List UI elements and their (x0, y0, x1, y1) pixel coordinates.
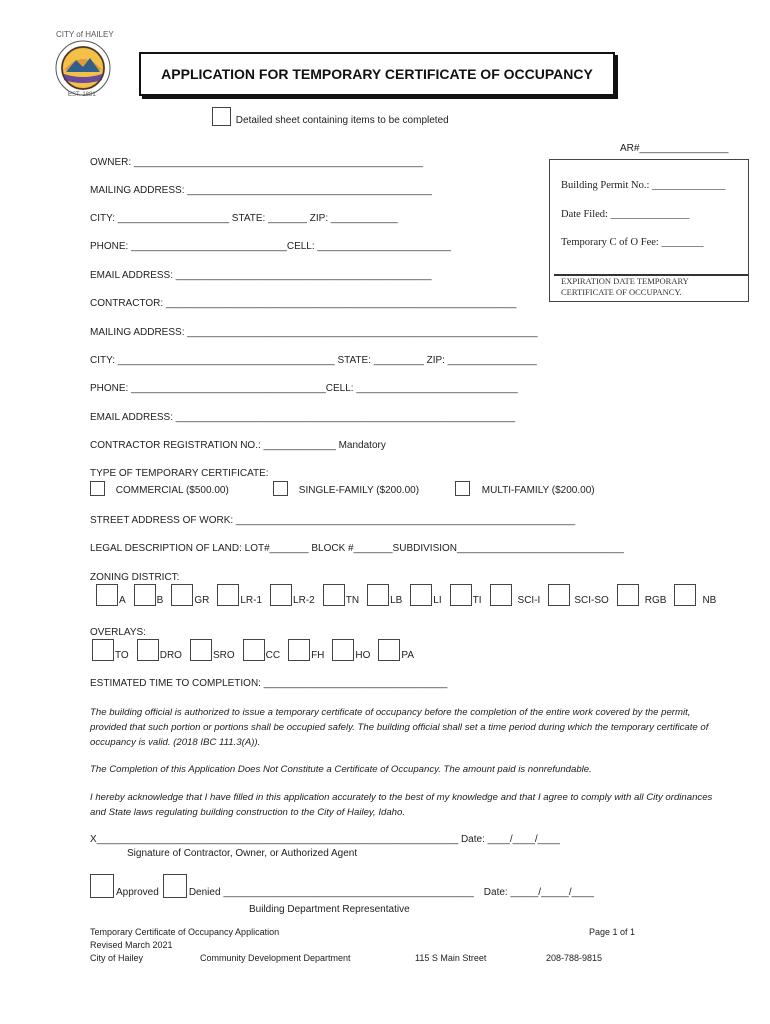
zoning-option-li[interactable] (410, 584, 441, 606)
zoning-lr2-checkbox[interactable] (270, 584, 292, 606)
zoning-ti-checkbox[interactable] (450, 584, 472, 606)
single-family-label: SINGLE-FAMILY ($200.00) (298, 485, 420, 496)
approval-date-field[interactable]: Date: _____/_____/____ (483, 887, 594, 898)
expiration-label-line1: EXPIRATION DATE TEMPORARY (561, 276, 689, 286)
overlay-option-pa[interactable] (378, 639, 414, 661)
ar-number-field[interactable]: AR#________________ (620, 143, 729, 154)
zoning-option-b[interactable] (134, 584, 164, 606)
single-family-checkbox[interactable] (273, 481, 288, 496)
temporary-fee-field[interactable]: Temporary C of O Fee: ________ (561, 237, 704, 248)
zoning-lr1-label: LR-1 (240, 595, 263, 606)
zoning-li-label: LI (433, 595, 442, 606)
overlay-fh-label: FH (311, 650, 325, 661)
multi-family-checkbox[interactable] (455, 481, 470, 496)
zoning-tn-label: TN (345, 595, 360, 606)
building-permit-field[interactable]: Building Permit No.: ______________ (561, 180, 726, 191)
zoning-district-label: ZONING DISTRICT: (90, 572, 180, 583)
zoning-sci-i-checkbox[interactable] (490, 584, 512, 606)
footer-revised: Revised March 2021 (90, 940, 173, 950)
expiration-label-line2: CERTIFICATE OF OCCUPANCY. (561, 287, 682, 297)
approval-signature-line[interactable]: _____________________________________________ (223, 887, 474, 898)
contractor-email-field[interactable]: EMAIL ADDRESS: _____________________________________________________________ (90, 412, 516, 423)
detailed-sheet-row (212, 107, 449, 126)
commercial-checkbox[interactable] (90, 481, 105, 496)
signature-line[interactable]: X_________________________________________________________________ Date: ____/____/____ (90, 834, 560, 845)
contractor-registration-field[interactable]: CONTRACTOR REGISTRATION NO.: _____________ Mandatory (90, 440, 386, 451)
zoning-option-nb[interactable] (674, 584, 716, 606)
zoning-rgb-label: RGB (644, 595, 667, 606)
overlays-label: OVERLAYS: (90, 627, 146, 638)
commercial-label: COMMERCIAL ($500.00) (115, 485, 229, 496)
zoning-gr-label: GR (194, 595, 210, 606)
denied-checkbox[interactable] (163, 874, 187, 898)
city-seal-logo (52, 30, 114, 102)
zoning-a-label: A (119, 595, 126, 606)
zoning-sci-so-checkbox[interactable] (548, 584, 570, 606)
zoning-lr1-checkbox[interactable] (217, 584, 239, 606)
zoning-li-checkbox[interactable] (410, 584, 432, 606)
zoning-nb-label: NB (702, 595, 717, 606)
footer-phone: 208-788-9815 (546, 953, 603, 963)
contractor-phone-cell-field[interactable]: PHONE: ___________________________________CELL: _____________________________ (90, 383, 518, 394)
cert-type-multi-family[interactable] (455, 481, 595, 496)
zoning-gr-checkbox[interactable] (171, 584, 193, 606)
multi-family-label: MULTI-FAMILY ($200.00) (481, 485, 595, 496)
zoning-sci-so-label: SCI-SO (574, 595, 609, 606)
zoning-option-rgb[interactable] (617, 584, 667, 606)
denied-label: Denied (188, 887, 221, 898)
zoning-option-sci-i[interactable] (490, 584, 541, 606)
zoning-a-checkbox[interactable] (96, 584, 118, 606)
zoning-options (96, 584, 716, 606)
zoning-option-ti[interactable] (450, 584, 482, 606)
zoning-rgb-checkbox[interactable] (617, 584, 639, 606)
zoning-option-lb[interactable] (367, 584, 402, 606)
zoning-lb-label: LB (390, 595, 403, 606)
zoning-option-tn[interactable] (323, 584, 359, 606)
approved-checkbox[interactable] (90, 874, 114, 898)
overlay-sro-checkbox[interactable] (190, 639, 212, 661)
approval-row (90, 874, 594, 898)
overlay-option-dro[interactable] (137, 639, 182, 661)
footer-department: Community Development Department (200, 953, 351, 963)
overlay-dro-checkbox[interactable] (137, 639, 159, 661)
overlay-to-label: TO (115, 650, 129, 661)
overlay-pa-checkbox[interactable] (378, 639, 400, 661)
legal-description-field[interactable]: LEGAL DESCRIPTION OF LAND: LOT#_______ BLOCK #_______SUBDIVISION______________________________ (90, 543, 624, 554)
overlay-option-sro[interactable] (190, 639, 235, 661)
zoning-b-checkbox[interactable] (134, 584, 156, 606)
zoning-b-label: B (156, 595, 164, 606)
approved-label: Approved (116, 887, 159, 898)
zoning-lr2-label: LR-2 (293, 595, 315, 606)
cert-type-label: TYPE OF TEMPORARY CERTIFICATE: (90, 468, 269, 479)
overlay-cc-checkbox[interactable] (243, 639, 265, 661)
overlay-option-fh[interactable] (288, 639, 324, 661)
page-title: APPLICATION FOR TEMPORARY CERTIFICATE OF OCCUPANCY (161, 66, 593, 82)
overlay-options (92, 639, 414, 661)
overlay-option-cc[interactable] (243, 639, 280, 661)
footer-address: 115 S Main Street (415, 953, 487, 963)
detailed-sheet-label: Detailed sheet containing items to be completed (235, 115, 449, 126)
contractor-city-state-zip-field[interactable]: CITY: _______________________________________ STATE: _________ ZIP: ________________ (90, 355, 537, 366)
overlay-cc-label: CC (265, 650, 281, 661)
zoning-nb-checkbox[interactable] (674, 584, 696, 606)
zoning-option-lr1[interactable] (217, 584, 262, 606)
overlay-ho-checkbox[interactable] (332, 639, 354, 661)
contractor-mailing-address-field[interactable]: MAILING ADDRESS: _______________________________________________________________ (90, 327, 538, 338)
footer-page-number: Page 1 of 1 (589, 927, 636, 937)
logo-bottom-text: EST. 1881 (68, 92, 96, 98)
footer-form-name: Temporary Certificate of Occupancy Application (90, 927, 280, 937)
zoning-lb-checkbox[interactable] (367, 584, 389, 606)
zoning-ti-label: TI (472, 595, 482, 606)
date-filed-field[interactable]: Date Filed: _______________ (561, 209, 690, 220)
owner-mailing-address-field[interactable]: MAILING ADDRESS: ____________________________________________ (90, 185, 432, 196)
overlay-pa-label: PA (401, 650, 415, 661)
contractor-field[interactable]: CONTRACTOR: _______________________________________________________________ (90, 298, 517, 309)
acknowledgement-paragraph: I hereby acknowledge that I have filled in this application accurately to the best of my knowledge and that I agree to comply with all City ordinances and State laws regulating building construction to the City of Hailey, Idaho. (90, 792, 713, 818)
zoning-option-gr[interactable] (171, 584, 209, 606)
owner-field[interactable]: OWNER: ____________________________________________________ (90, 157, 424, 168)
cert-type-single-family[interactable] (273, 481, 419, 496)
footer-city: City of Hailey (90, 953, 144, 963)
owner-city-state-zip-field[interactable]: CITY: ____________________ STATE: _______ ZIP: ____________ (90, 213, 398, 224)
signature-caption: Signature of Contractor, Owner, or Authorized Agent (127, 848, 358, 859)
nonrefundable-paragraph: The Completion of this Application Does Not Constitute a Certificate of Occupancy. The amount paid is nonrefundable. (90, 764, 592, 775)
estimated-time-field[interactable]: ESTIMATED TIME TO COMPLETION: _________________________________ (90, 678, 448, 689)
street-address-field[interactable]: STREET ADDRESS OF WORK: _____________________________________________________________ (90, 515, 576, 526)
detailed-sheet-checkbox[interactable] (212, 107, 231, 126)
cert-type-commercial[interactable] (90, 481, 229, 496)
overlay-option-to[interactable] (92, 639, 129, 661)
approval-caption: Building Department Representative (249, 904, 410, 915)
overlay-sro-label: SRO (212, 650, 235, 661)
overlay-fh-checkbox[interactable] (288, 639, 310, 661)
overlay-ho-label: HO (355, 650, 371, 661)
zoning-sci-i-label: SCI-I (517, 595, 541, 606)
title-box (139, 52, 615, 96)
overlay-dro-label: DRO (159, 650, 182, 661)
authorization-paragraph: The building official is authorized to issue a temporary certificate of occupancy before the completion of the entire work covered by the permit, provided that such portion or portions shall be occupied safely. The building official shall set a time period during which the temporary certificate of occupancy is valid. (2018 IBC 111.3(A)). (90, 707, 709, 748)
office-use-box (549, 159, 749, 302)
zoning-tn-checkbox[interactable] (323, 584, 345, 606)
overlay-option-ho[interactable] (332, 639, 370, 661)
logo-top-text: CITY of HAILEY (56, 30, 114, 39)
zoning-option-sci-so[interactable] (548, 584, 608, 606)
overlay-to-checkbox[interactable] (92, 639, 114, 661)
owner-phone-cell-field[interactable]: PHONE: ____________________________CELL: ________________________ (90, 241, 451, 252)
zoning-option-a[interactable] (96, 584, 126, 606)
owner-email-field[interactable]: EMAIL ADDRESS: ______________________________________________ (90, 270, 432, 281)
zoning-option-lr2[interactable] (270, 584, 315, 606)
